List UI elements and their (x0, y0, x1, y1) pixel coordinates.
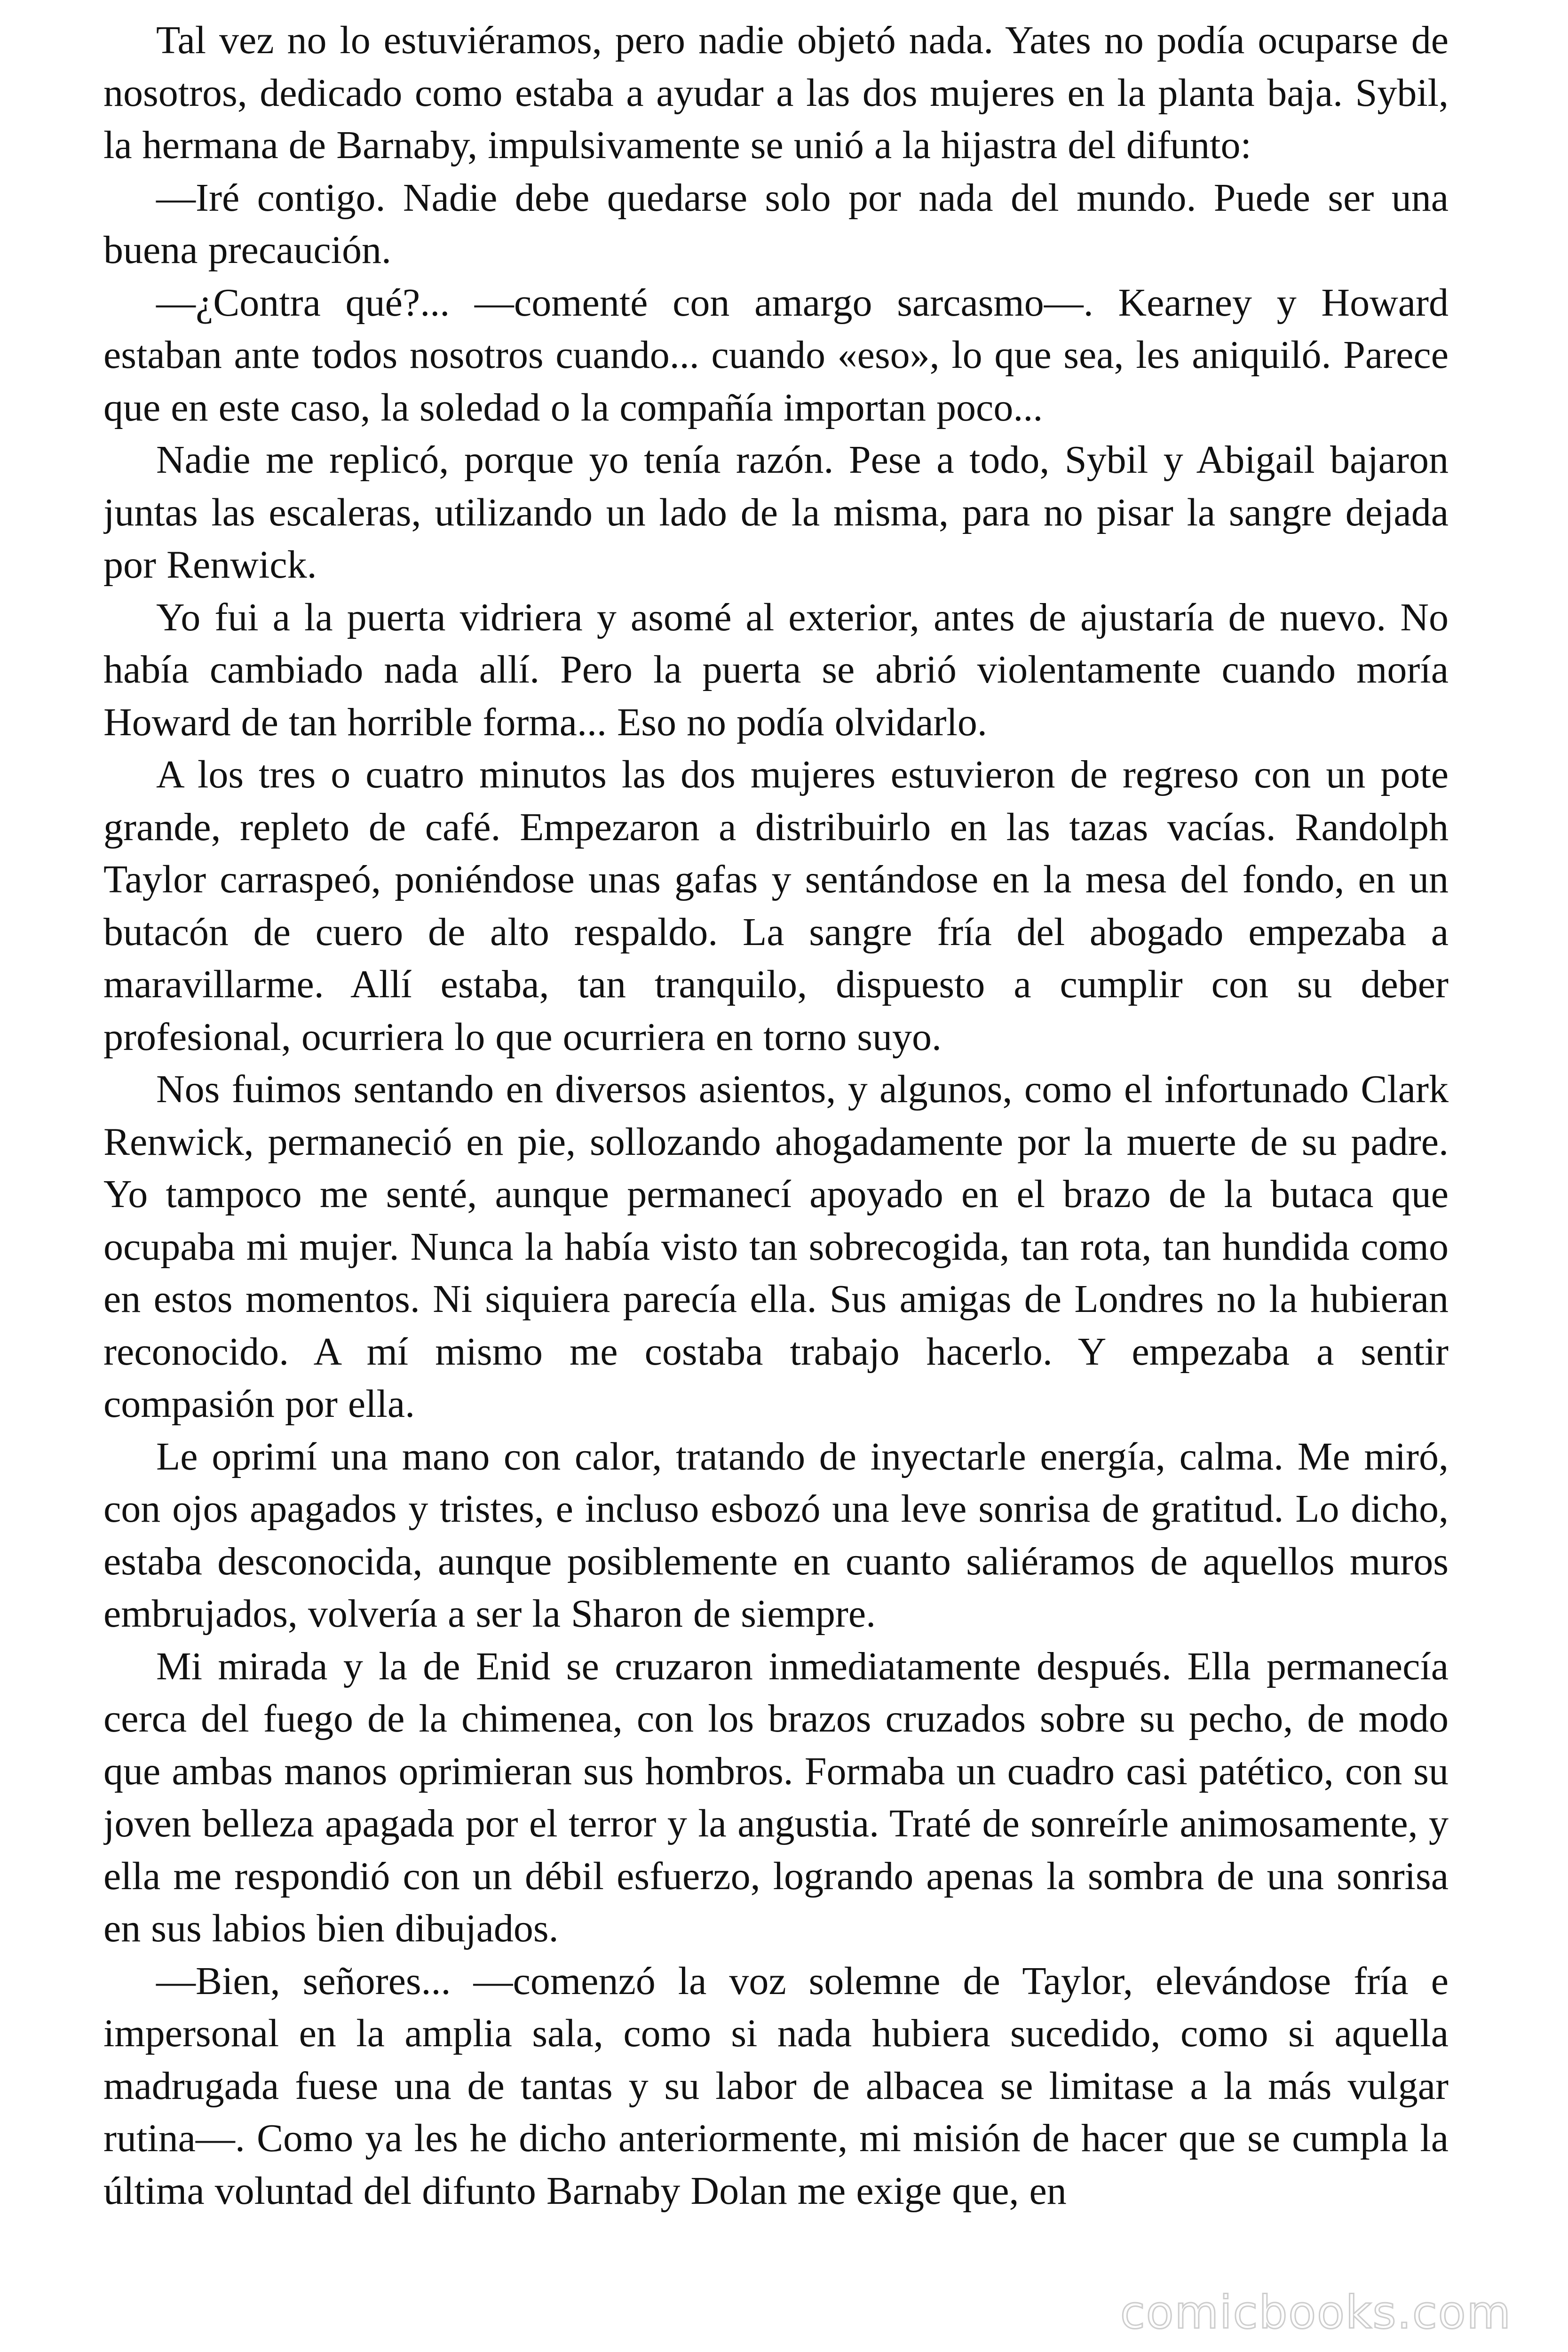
paragraph-7: Nos fuimos sentando en diversos asientos, y algunos, como el infortunado Clark Renwick, permaneció en pie, sollozando ahogadamente por la muerte de su padre. Yo tampoco me senté, aunque permanecí apoyado en el brazo de la butaca que ocupaba mi mujer. Nunca la había visto tan sobrecogida, tan rota, tan hundida como en estos momentos. Ni siquiera parecía ella. Sus amigas de Londres no la hubieran reconocido. A mí mismo me costaba trabajo hacerlo. Y empezaba a sentir compasión por ella. (103, 1067, 1449, 1426)
paragraph-5: Yo fui a la puerta vidriera y asomé al exterior, antes de ajustaría de nuevo. No había cambiado nada allí. Pero la puerta se abrió violentamente cuando moría Howard de tan horrible forma... Eso no podía olvidarlo. (103, 595, 1449, 744)
paragraph-8: Le oprimí una mano con calor, tratando de inyectarle energía, calma. Me miró, con ojos apagados y tristes, e incluso esbozó una leve sonrisa de gratitud. Lo dicho, estaba desconocida, aunque posiblemente en cuanto saliéramos de aquellos muros embrujados, volvería a ser la Sharon de siempre. (103, 1434, 1449, 1636)
paragraph-3: —¿Contra qué?... —comenté con amargo sarcasmo—. Kearney y Howard estaban ante todos nosotros cuando... cuando «eso», lo que sea, les aniquiló. Parece que en este caso, la soledad o la compañía importan poco... (103, 280, 1449, 429)
paragraph-4: Nadie me replicó, porque yo tenía razón. Pese a todo, Sybil y Abigail bajaron juntas las escaleras, utilizando un lado de la misma, para no pisar la sangre dejada por Renwick. (103, 438, 1449, 587)
watermark: comicbooks.com (1120, 2286, 1512, 2339)
book-page (103, 14, 1449, 2310)
paragraph-2: —Iré contigo. Nadie debe quedarse solo por nada del mundo. Puede ser una buena precaución. (103, 175, 1449, 272)
paragraph-1: Tal vez no lo estuviéramos, pero nadie objetó nada. Yates no podía ocuparse de nosotros, dedicado como estaba a ayudar a las dos mujeres en la planta baja. Sybil, la hermana de Barnaby, impulsivamente se unió a la hijastra del difunto: (103, 18, 1449, 167)
paragraph-6: A los tres o cuatro minutos las dos mujeres estuvieron de regreso con un pote grande, repleto de café. Empezaron a distribuirlo en las tazas vacías. Randolph Taylor carraspeó, poniéndose unas gafas y sentándose en la mesa del fondo, en un butacón de cuero de alto respaldo. La sangre fría del abogado empezaba a maravillarme. Allí estaba, tan tranquilo, dispuesto a cumplir con su deber profesional, ocurriera lo que ocurriera en torno suyo. (103, 753, 1449, 1059)
paragraph-9: Mi mirada y la de Enid se cruzaron inmediatamente después. Ella permanecía cerca del fuego de la chimenea, con los brazos cruzados sobre su pecho, de modo que ambas manos oprimieran sus hombros. Formaba un cuadro casi patético, con su joven belleza apagada por el terror y la angustia. Traté de sonreírle animosamente, y ella me respondió con un débil esfuerzo, logrando apenas la sombra de una sonrisa en sus labios bien dibujados. (103, 1644, 1449, 1950)
paragraph-10: —Bien, señores... —comenzó la voz solemne de Taylor, elevándose fría e impersonal en la amplia sala, como si nada hubiera sucedido, como si aquella madrugada fuese una de tantas y su labor de albacea se limitase a la más vulgar rutina—. Como ya les he dicho anteriormente, mi misión de hacer que se cumpla la última voluntad del difunto Barnaby Dolan me exige que, en (103, 1959, 1449, 2213)
